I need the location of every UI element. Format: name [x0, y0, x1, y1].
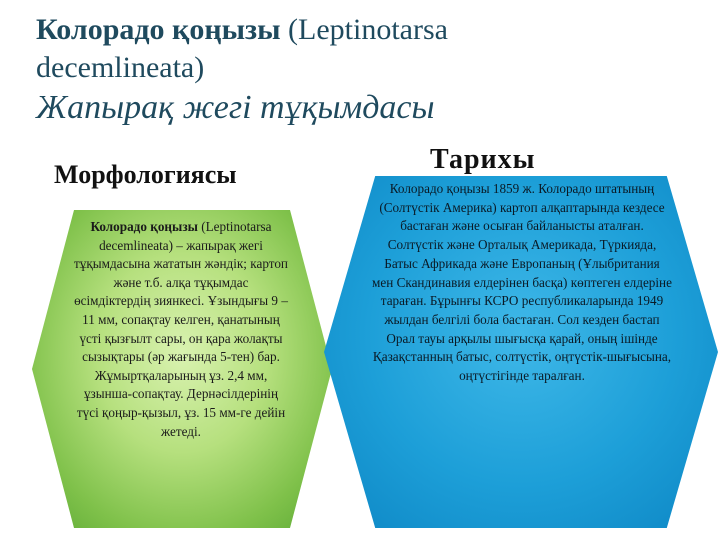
- slide-title: [36, 10, 696, 130]
- history-text: Колорадо қоңызы 1859 ж. Колорадо штатының (Солтүстік Америка) картоп алқаптарында кездесе бастаған және осыған байланысты аталған. Солтүстік және Орталық Америкада, Түркияда, Батыс Африкада және Европаның (Ұлыбритания мен Скандинавия елдерінен басқа) көптеген елдеріне тараған. Бұрынғы КСРО республикаларында 1949 жылдан белгілі бола бастаған. Сол кезден бастап Орал тауы арқылы шығысқа қарай, оның ішінде Қазақстанның батыс, солтүстік, оңтүстік-шығысына, оңтүстігінде таралған.: [372, 181, 672, 384]
- history-heading: Тарихы: [430, 144, 536, 175]
- title-subtitle: Жапырақ жегі тұқымдасы: [36, 89, 435, 126]
- morphology-text: [74, 218, 288, 441]
- morphology-text-lead: Колорадо қоңызы: [90, 219, 198, 234]
- morphology-heading: Морфологиясы: [54, 160, 237, 189]
- title-latin-name: (Leptinotarsa: [280, 13, 448, 46]
- title-line-2: decemlineata): [36, 51, 205, 84]
- title-line-1: [36, 10, 696, 50]
- morphology-text-body: (Leptinotarsa decemlineata) – жапырақ жегі тұқымдасына жататын жәндік; картоп және т.б. алқа тұқымдас өсімдіктердің зиянкесі. Ұзындығы 9 – 11 мм, сопақтау келген, қанатының үсті қызғылт сары, он қара жолақты сызықтары (әр жағында 5-тен) бар. Жұмыртқаларының ұз. 2,4 мм, ұзынша-сопақтау. Дернәсілдерінің түсі қоңыр-қызыл, ұз. 15 мм-ге дейін жетеді.: [74, 219, 288, 439]
- title-bold-name: Колорадо қоңызы: [36, 13, 281, 46]
